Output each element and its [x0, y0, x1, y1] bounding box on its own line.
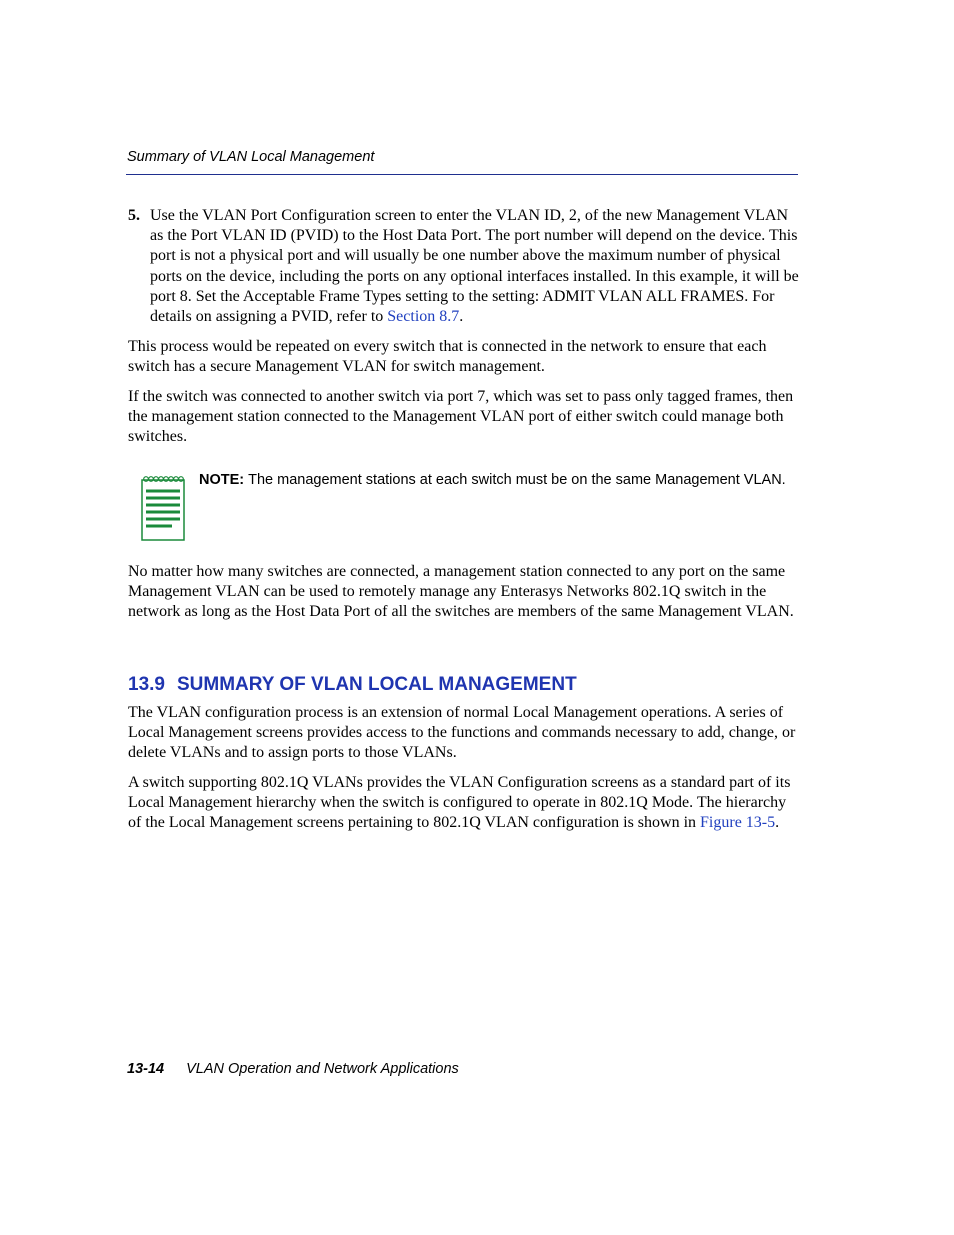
- paragraph-no-matter: [128, 562, 800, 623]
- header-rule: [126, 174, 798, 175]
- page-number: 13-14: [127, 1061, 165, 1077]
- paragraph-repeat-process: [128, 337, 800, 377]
- paragraph-end: .: [775, 814, 780, 832]
- paragraph-text: If the switch was connected to another switch via port 7, which was set to pass only tagged frames, then the management station connected to the Management VLAN port of either switch could manage both switches.: [128, 388, 794, 446]
- paragraph-text: This process would be repeated on every switch that is connected in the network to ensure that each switch has a secure Management VLAN for switch management.: [128, 338, 767, 376]
- paragraph-hierarchy: [128, 773, 800, 834]
- paragraph-text: No matter how many switches are connected, a management station connected to any port on the same Management VLAN can be used to remotely manage any Enterasys Networks 802.1Q switch in the network as long as the Host Data Port of all the switches are members of the same Management VLAN.: [128, 563, 794, 621]
- section-number: 13.9: [128, 674, 165, 695]
- paragraph-text: [128, 773, 800, 834]
- paragraph-port-7: [128, 387, 800, 448]
- paragraph-vlan-config: [128, 703, 800, 764]
- step-5-text-end: .: [459, 308, 464, 326]
- step-5-text: [150, 206, 800, 327]
- section-heading: [128, 674, 577, 696]
- note: [199, 471, 799, 491]
- section-8-7-link[interactable]: Section 8.7: [387, 308, 460, 326]
- footer-title: VLAN Operation and Network Applications: [186, 1061, 459, 1077]
- section-title: SUMMARY OF VLAN LOCAL MANAGEMENT: [176, 674, 577, 695]
- note-body: The management stations at each switch must be on the same Management VLAN.: [248, 472, 786, 488]
- step-5-text-body: Use the VLAN Port Configuration screen to enter the VLAN ID, 2, of the new Management VLAN as the Port VLAN ID (PVID) to the Host Data Port. The port number will depend on the device. This port is not a physical port and will usually be one number above the maximum number of physical ports on the device, including the ports on any optional interfaces installed. In this example, it will be port 8. Set the Acceptable Frame Types setting to the setting: ADMIT VLAN ALL FRAMES. For details on assigning a PVID, refer to: [150, 207, 799, 326]
- running-header: Summary of VLAN Local Management: [127, 149, 375, 165]
- note-label: NOTE:: [199, 472, 245, 488]
- paragraph-body: A switch supporting 802.1Q VLANs provides the VLAN Configuration screens as a standard part of its Local Management hierarchy when the switch is configured to operate in 802.1Q Mode. The hierarchy of the Local Management screens pertaining to 802.1Q VLAN configuration is shown in: [128, 774, 791, 832]
- footer: [127, 1061, 459, 1077]
- step-number: 5.: [128, 207, 140, 224]
- step-5: [128, 206, 800, 327]
- figure-13-5-link[interactable]: Figure 13-5: [700, 814, 776, 832]
- notepad-icon: [140, 475, 186, 541]
- paragraph-text: The VLAN configuration process is an extension of normal Local Management operations. A series of Local Management screens provides access to the functions and commands necessary to add, change, or delete VLANs and to assign ports to those VLANs.: [128, 704, 796, 762]
